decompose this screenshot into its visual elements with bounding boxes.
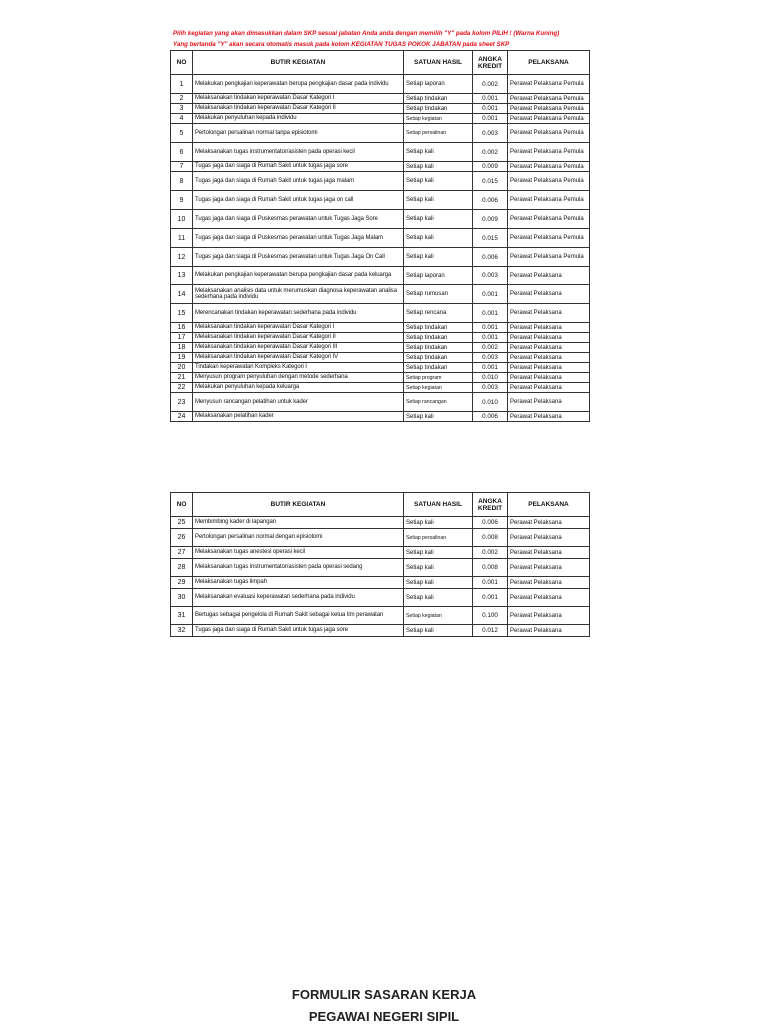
row-pelaksana: Perawat Pelaksana Pemula <box>508 75 590 94</box>
header-satuan-hasil: SATUAN HASIL <box>404 493 473 517</box>
row-satuan-hasil: Setiap kali <box>404 248 473 267</box>
row-angka-kredit: 0.100 <box>473 607 508 625</box>
header-butir-kegiatan: BUTIR KEGIATAN <box>193 51 404 75</box>
table-row <box>171 529 590 547</box>
row-butir-kegiatan: Pertolongan persalinan normal tanpa episiotomi <box>193 124 404 143</box>
row-butir-kegiatan: Tugas jaga dan siaga di Puskesmas perawatan untuk Tugas Jaga Sore <box>193 210 404 229</box>
row-angka-kredit: 0.012 <box>473 625 508 637</box>
row-satuan-hasil: Setiap persalinan <box>404 529 473 547</box>
instruction-line-1: Pilih kegiatan yang akan dimasukkan dalam SKP sesuai jabatan Anda anda dengan memilih "Y" pada kolom PILIH ! (Warna Kuning) <box>173 30 560 37</box>
row-butir-kegiatan: Tugas jaga dan siaga di Rumah Sakit untuk tugas jaga malam <box>193 172 404 191</box>
row-angka-kredit: 0.001 <box>473 304 508 323</box>
row-butir-kegiatan: Menyusun rancangan pelatihan untuk kader <box>193 393 404 412</box>
table-row <box>171 577 590 589</box>
row-angka-kredit: 0.003 <box>473 124 508 143</box>
header-satuan-hasil: SATUAN HASIL <box>404 51 473 75</box>
row-no: 20 <box>171 363 193 373</box>
row-pelaksana: Perawat Pelaksana <box>508 363 590 373</box>
row-angka-kredit: 0.002 <box>473 143 508 162</box>
row-pelaksana: Perawat Pelaksana <box>508 589 590 607</box>
row-no: 18 <box>171 343 193 353</box>
row-satuan-hasil: Setiap kali <box>404 517 473 529</box>
row-butir-kegiatan: Melakukan pengkajian keperawatan berupa pengkajian dasar pada keluarga <box>193 267 404 285</box>
table-row <box>171 412 590 422</box>
row-no: 6 <box>171 143 193 162</box>
row-satuan-hasil: Setiap kali <box>404 412 473 422</box>
row-pelaksana: Perawat Pelaksana <box>508 529 590 547</box>
header-pelaksana: PELAKSANA <box>508 51 590 75</box>
row-satuan-hasil: Setiap tindakan <box>404 333 473 343</box>
row-satuan-hasil: Setiap kali <box>404 559 473 577</box>
row-butir-kegiatan: Melaksanakan tugas instrumentator/asisten pada operasi sedang <box>193 559 404 577</box>
row-no: 28 <box>171 559 193 577</box>
row-no: 27 <box>171 547 193 559</box>
row-pelaksana: Perawat Pelaksana Pemula <box>508 248 590 267</box>
row-satuan-hasil: Setiap kegiatan <box>404 114 473 124</box>
row-no: 4 <box>171 114 193 124</box>
row-pelaksana: Perawat Pelaksana Pemula <box>508 210 590 229</box>
row-no: 17 <box>171 333 193 343</box>
header-pelaksana: PELAKSANA <box>508 493 590 517</box>
table-row <box>171 373 590 383</box>
table-row <box>171 229 590 248</box>
row-angka-kredit: 0.001 <box>473 333 508 343</box>
row-pelaksana: Perawat Pelaksana <box>508 267 590 285</box>
table-row <box>171 363 590 373</box>
row-satuan-hasil: Setiap kali <box>404 577 473 589</box>
row-angka-kredit: 0.002 <box>473 343 508 353</box>
row-satuan-hasil: Setiap rancangan <box>404 393 473 412</box>
table-row <box>171 75 590 94</box>
row-butir-kegiatan: Merencanakan tindakan keperawatan sederhana pada individu <box>193 304 404 323</box>
row-butir-kegiatan: Tugas jaga dan siaga di Rumah Sakit untuk tugas jaga sore <box>193 625 404 637</box>
row-satuan-hasil: Setiap kegiatan <box>404 383 473 393</box>
row-pelaksana: Perawat Pelaksana Pemula <box>508 162 590 172</box>
row-pelaksana: Perawat Pelaksana Pemula <box>508 124 590 143</box>
row-no: 26 <box>171 529 193 547</box>
table-row <box>171 353 590 363</box>
row-no: 7 <box>171 162 193 172</box>
row-no: 11 <box>171 229 193 248</box>
row-pelaksana: Perawat Pelaksana <box>508 333 590 343</box>
table-header-row <box>171 51 590 75</box>
row-satuan-hasil: Setiap kali <box>404 589 473 607</box>
row-angka-kredit: 0.001 <box>473 363 508 373</box>
row-no: 10 <box>171 210 193 229</box>
row-angka-kredit: 0.010 <box>473 373 508 383</box>
table-row <box>171 94 590 104</box>
row-satuan-hasil: Setiap program <box>404 373 473 383</box>
header-butir-kegiatan: BUTIR KEGIATAN <box>193 493 404 517</box>
row-butir-kegiatan: Melakukan penyuluhan kepada individu <box>193 114 404 124</box>
row-butir-kegiatan: Melaksanakan tugas instrumentator/asisten pada operasi kecil <box>193 143 404 162</box>
header-angka-kredit: ANGKA KREDIT <box>473 51 508 75</box>
row-butir-kegiatan: Tugas jaga dan siaga di Rumah Sakit untuk tugas jaga sore <box>193 162 404 172</box>
row-satuan-hasil: Setiap tindakan <box>404 353 473 363</box>
instruction-line-2: Yang bertanda "Y" akan secara otomatis masuk pada kolom KEGIATAN TUGAS POKOK JABATAN pada sheet SKP <box>173 41 510 48</box>
row-butir-kegiatan: Melaksanakan tindakan keperawatan Dasar Kategori IV <box>193 353 404 363</box>
row-angka-kredit: 0.001 <box>473 94 508 104</box>
row-no: 12 <box>171 248 193 267</box>
table-row <box>171 143 590 162</box>
table-row <box>171 607 590 625</box>
row-angka-kredit: 0.006 <box>473 191 508 210</box>
row-satuan-hasil: Setiap tindakan <box>404 104 473 114</box>
row-angka-kredit: 0.002 <box>473 547 508 559</box>
header-angka-kredit: ANGKA KREDIT <box>473 493 508 517</box>
row-pelaksana: Perawat Pelaksana Pemula <box>508 114 590 124</box>
row-angka-kredit: 0.015 <box>473 172 508 191</box>
row-butir-kegiatan: Melaksanakan tugas anestesi operasi kecil <box>193 547 404 559</box>
row-no: 2 <box>171 94 193 104</box>
table-row <box>171 559 590 577</box>
activity-table-2 <box>170 492 590 637</box>
table-row <box>171 517 590 529</box>
table-row <box>171 333 590 343</box>
row-satuan-hasil: Setiap tindakan <box>404 94 473 104</box>
row-no: 29 <box>171 577 193 589</box>
activity-table-1 <box>170 50 590 422</box>
form-title-line-1: FORMULIR SASARAN KERJA <box>291 987 477 1002</box>
row-butir-kegiatan: Tugas jaga dan siaga di Puskesmas perawatan untuk Tugas Jaga Malam <box>193 229 404 248</box>
row-pelaksana: Perawat Pelaksana <box>508 353 590 363</box>
row-pelaksana: Perawat Pelaksana <box>508 559 590 577</box>
table-row <box>171 625 590 637</box>
row-pelaksana: Perawat Pelaksana <box>508 412 590 422</box>
row-no: 15 <box>171 304 193 323</box>
row-butir-kegiatan: Melaksanakan tindakan keperawatan Dasar Kategori I <box>193 323 404 333</box>
row-angka-kredit: 0.009 <box>473 162 508 172</box>
header-no: NO <box>171 493 193 517</box>
row-angka-kredit: 0.010 <box>473 393 508 412</box>
table-row <box>171 114 590 124</box>
row-no: 21 <box>171 373 193 383</box>
row-pelaksana: Perawat Pelaksana <box>508 323 590 333</box>
row-pelaksana: Perawat Pelaksana <box>508 517 590 529</box>
row-pelaksana: Perawat Pelaksana Pemula <box>508 94 590 104</box>
row-angka-kredit: 0.002 <box>473 75 508 94</box>
row-angka-kredit: 0.009 <box>473 210 508 229</box>
row-satuan-hasil: Setiap kali <box>404 172 473 191</box>
row-satuan-hasil: Setiap persalinan <box>404 124 473 143</box>
row-pelaksana: Perawat Pelaksana <box>508 373 590 383</box>
row-pelaksana: Perawat Pelaksana <box>508 285 590 304</box>
table-header-row <box>171 493 590 517</box>
row-pelaksana: Perawat Pelaksana <box>508 625 590 637</box>
table-row <box>171 343 590 353</box>
row-angka-kredit: 0.008 <box>473 529 508 547</box>
row-pelaksana: Perawat Pelaksana <box>508 577 590 589</box>
row-butir-kegiatan: Tugas jaga dan siaga di Puskesmas perawatan untuk Tugas Jaga On Call <box>193 248 404 267</box>
row-butir-kegiatan: Melaksanakan pelatihan kader <box>193 412 404 422</box>
row-angka-kredit: 0.001 <box>473 114 508 124</box>
row-satuan-hasil: Setiap kali <box>404 625 473 637</box>
row-butir-kegiatan: Melaksanakan tindakan keperawatan Dasar Kategori II <box>193 333 404 343</box>
row-angka-kredit: 0.003 <box>473 353 508 363</box>
row-pelaksana: Perawat Pelaksana <box>508 383 590 393</box>
form-title-line-2: PEGAWAI NEGERI SIPIL <box>308 1009 460 1024</box>
row-satuan-hasil: Setiap rencana <box>404 304 473 323</box>
row-butir-kegiatan: Melaksanakan tindakan keperawatan Dasar Kategori I <box>193 94 404 104</box>
row-no: 1 <box>171 75 193 94</box>
row-satuan-hasil: Setiap kali <box>404 210 473 229</box>
row-satuan-hasil: Setiap laporan <box>404 75 473 94</box>
row-pelaksana: Perawat Pelaksana <box>508 304 590 323</box>
row-satuan-hasil: Setiap kegiatan <box>404 607 473 625</box>
table-row <box>171 383 590 393</box>
row-no: 23 <box>171 393 193 412</box>
table-row <box>171 172 590 191</box>
table-row <box>171 124 590 143</box>
row-butir-kegiatan: Melakukan penyuluhan kepada keluarga <box>193 383 404 393</box>
row-butir-kegiatan: Membimbing kader di lapangan <box>193 517 404 529</box>
table-row <box>171 393 590 412</box>
row-no: 5 <box>171 124 193 143</box>
row-pelaksana: Perawat Pelaksana Pemula <box>508 143 590 162</box>
row-angka-kredit: 0.001 <box>473 323 508 333</box>
row-butir-kegiatan: Melakukan pengkajian keperawatan berupa pengkajian dasar pada individu <box>193 75 404 94</box>
row-angka-kredit: 0.003 <box>473 383 508 393</box>
row-satuan-hasil: Setiap laporan <box>404 267 473 285</box>
row-pelaksana: Perawat Pelaksana <box>508 343 590 353</box>
row-satuan-hasil: Setiap kali <box>404 229 473 248</box>
table-row <box>171 210 590 229</box>
row-no: 8 <box>171 172 193 191</box>
row-no: 30 <box>171 589 193 607</box>
table-row <box>171 304 590 323</box>
row-butir-kegiatan: Tugas jaga dan siaga di Rumah Sakit untuk tugas jaga on call <box>193 191 404 210</box>
row-satuan-hasil: Setiap rumusan <box>404 285 473 304</box>
table-row <box>171 323 590 333</box>
row-angka-kredit: 0.006 <box>473 412 508 422</box>
row-satuan-hasil: Setiap kali <box>404 547 473 559</box>
row-no: 13 <box>171 267 193 285</box>
row-no: 25 <box>171 517 193 529</box>
row-angka-kredit: 0.001 <box>473 104 508 114</box>
row-butir-kegiatan: Melaksanakan analisis data untuk merumuskan diagnosa keperawatan analisa sederhana pada individu <box>193 285 404 304</box>
table-row <box>171 162 590 172</box>
instruction-note <box>173 28 613 50</box>
row-satuan-hasil: Setiap tindakan <box>404 343 473 353</box>
row-butir-kegiatan: Pertolongan persalinan normal dengan episiotomi <box>193 529 404 547</box>
table-row <box>171 248 590 267</box>
row-angka-kredit: 0.003 <box>473 267 508 285</box>
row-no: 22 <box>171 383 193 393</box>
row-butir-kegiatan: Melaksanakan tindakan keperawatan Dasar Kategori II <box>193 104 404 114</box>
row-butir-kegiatan: Melaksanakan tindakan keperawatan Dasar Kategori III <box>193 343 404 353</box>
row-no: 9 <box>171 191 193 210</box>
row-no: 3 <box>171 104 193 114</box>
row-butir-kegiatan: Melaksanakan tugas limpah <box>193 577 404 589</box>
row-angka-kredit: 0.001 <box>473 577 508 589</box>
table-row <box>171 191 590 210</box>
row-angka-kredit: 0.001 <box>473 589 508 607</box>
row-angka-kredit: 0.008 <box>473 559 508 577</box>
table-row <box>171 589 590 607</box>
row-angka-kredit: 0.001 <box>473 285 508 304</box>
row-no: 16 <box>171 323 193 333</box>
row-satuan-hasil: Setiap tindakan <box>404 323 473 333</box>
row-pelaksana: Perawat Pelaksana Pemula <box>508 104 590 114</box>
row-no: 24 <box>171 412 193 422</box>
row-satuan-hasil: Setiap kali <box>404 143 473 162</box>
row-no: 19 <box>171 353 193 363</box>
table-row <box>171 104 590 114</box>
row-pelaksana: Perawat Pelaksana Pemula <box>508 229 590 248</box>
row-angka-kredit: 0.006 <box>473 248 508 267</box>
row-pelaksana: Perawat Pelaksana <box>508 393 590 412</box>
table-row <box>171 547 590 559</box>
row-pelaksana: Perawat Pelaksana Pemula <box>508 191 590 210</box>
row-angka-kredit: 0.015 <box>473 229 508 248</box>
row-butir-kegiatan: Menyusun program penyuluhan dengan metode sederhana <box>193 373 404 383</box>
row-satuan-hasil: Setiap kali <box>404 191 473 210</box>
row-satuan-hasil: Setiap tindakan <box>404 363 473 373</box>
row-butir-kegiatan: Tindakan keperawatan Kompleks Kategori I <box>193 363 404 373</box>
row-no: 14 <box>171 285 193 304</box>
row-satuan-hasil: Setiap kali <box>404 162 473 172</box>
row-butir-kegiatan: Bertugas sebagai pengelola di Rumah Sakit sebagai ketua tim perawatan <box>193 607 404 625</box>
table-row <box>171 267 590 285</box>
row-no: 32 <box>171 625 193 637</box>
row-pelaksana: Perawat Pelaksana <box>508 547 590 559</box>
row-angka-kredit: 0.006 <box>473 517 508 529</box>
table-row <box>171 285 590 304</box>
row-butir-kegiatan: Melaksanakan evaluasi keperawatan sederhana pada individu <box>193 589 404 607</box>
row-pelaksana: Perawat Pelaksana <box>508 607 590 625</box>
row-no: 31 <box>171 607 193 625</box>
row-pelaksana: Perawat Pelaksana Pemula <box>508 172 590 191</box>
header-no: NO <box>171 51 193 75</box>
